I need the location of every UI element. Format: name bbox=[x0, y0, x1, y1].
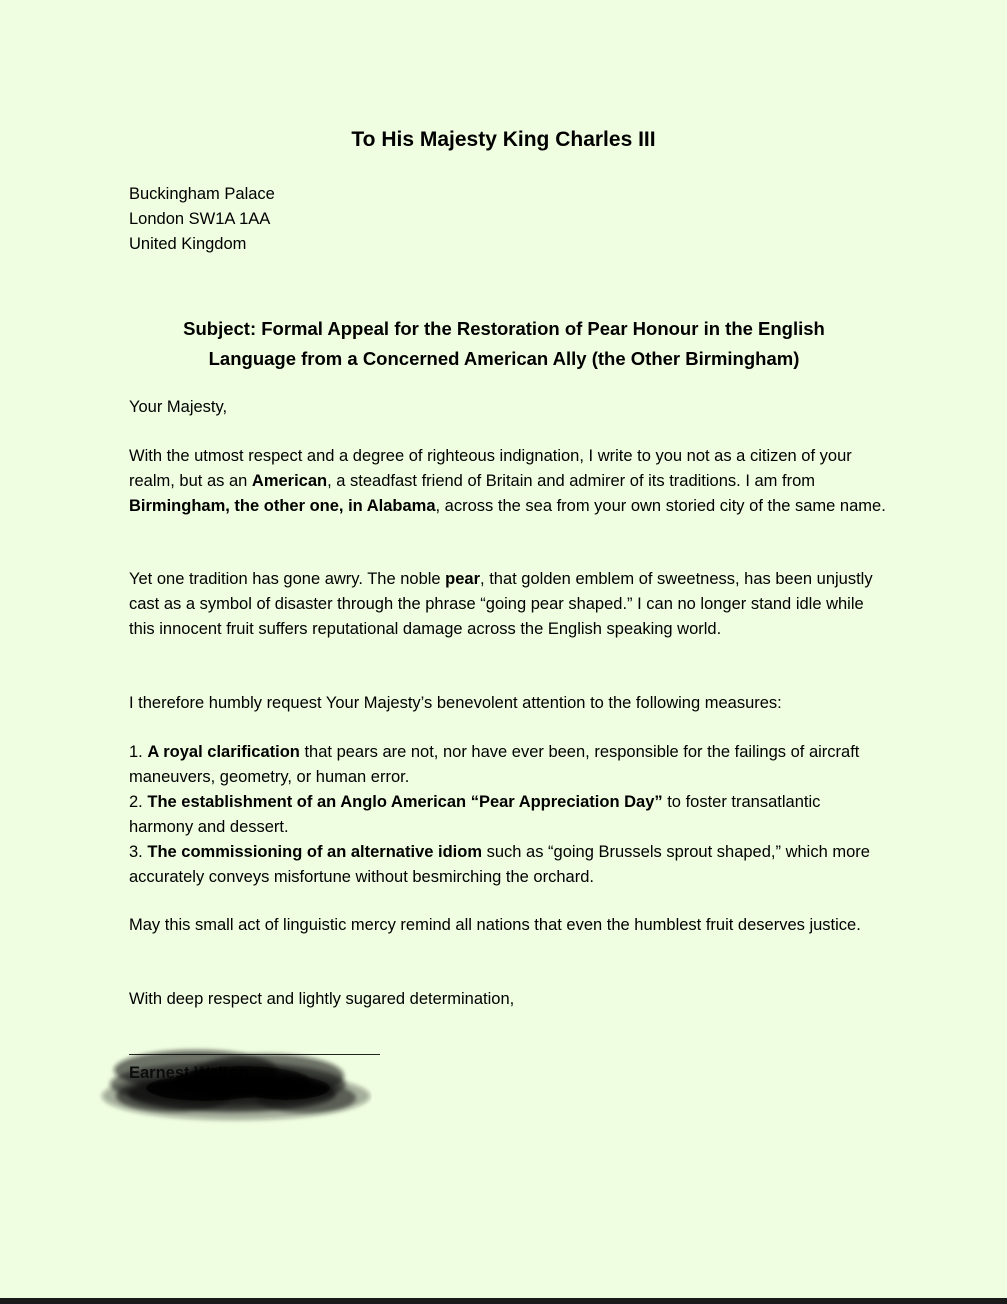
para1-text-1: With the utmost respect and a degree of righteous indignation, I write to you not as a citizen of your realm, but as an bbox=[129, 447, 852, 490]
list-item-text: such as “going Brussels sprout shaped,” which more accurately conveys misfortune without besmirching the orchard. bbox=[129, 843, 870, 886]
paragraph-mercy: May this small act of linguistic mercy remind all nations that even the humblest fruit deserves justice. bbox=[129, 916, 861, 934]
para2-text-2: , that golden emblem of sweetness, has been unjustly cast as a symbol of disaster through the phrase “going pear shaped.” I can no longer stand idle while this innocent fruit suffers reputational damage across the English speaking world. bbox=[129, 570, 873, 638]
list-item-number: 3. bbox=[129, 843, 148, 861]
list-item bbox=[129, 790, 889, 840]
recipient-address bbox=[129, 182, 275, 257]
address-line-1: Buckingham Palace bbox=[129, 185, 275, 203]
closing-line: With deep respect and lightly sugared determination, bbox=[129, 990, 515, 1008]
address-line-3: United Kingdom bbox=[129, 235, 247, 253]
list-item-number: 1. bbox=[129, 743, 148, 761]
list-item-text: that pears are not, nor have ever been, responsible for the failings of aircraft maneuvers, geometry, or human error. bbox=[129, 743, 860, 786]
para1-bold-american: American bbox=[251, 472, 328, 490]
subject-heading bbox=[129, 314, 879, 374]
list-item-bold: The commissioning of an alternative idiom bbox=[147, 843, 482, 861]
para1-text-2: , a steadfast friend of Britain and admirer of its traditions. I am from bbox=[327, 472, 815, 490]
list-item bbox=[129, 840, 889, 890]
list-item-text: to foster transatlantic harmony and dessert. bbox=[129, 793, 821, 836]
para2-bold-pear: pear bbox=[445, 570, 481, 588]
paragraph-pear bbox=[129, 567, 889, 642]
measures-list bbox=[129, 740, 889, 890]
paragraph-intro bbox=[129, 444, 889, 519]
redaction-scribble bbox=[96, 1036, 372, 1126]
list-item bbox=[129, 740, 889, 790]
paragraph-request: I therefore humbly request Your Majesty’s benevolent attention to the following measures: bbox=[129, 694, 782, 712]
letter-title: To His Majesty King Charles III bbox=[351, 128, 656, 151]
para1-text-3: , across the sea from your own storied city of the same name. bbox=[435, 497, 886, 515]
salutation: Your Majesty, bbox=[129, 398, 228, 416]
page-bottom-border bbox=[0, 1298, 1007, 1304]
para2-text-1: Yet one tradition has gone awry. The noble bbox=[129, 570, 446, 588]
address-line-2: London SW1A 1AA bbox=[129, 210, 271, 228]
list-item-bold: A royal clarification bbox=[147, 743, 300, 761]
para1-bold-birmingham: Birmingham, the other one, in Alabama bbox=[129, 497, 436, 515]
subject-line-1: Subject: Formal Appeal for the Restoration of Pear Honour in the English bbox=[183, 318, 825, 339]
list-item-bold: The establishment of an Anglo American “Pear Appreciation Day” bbox=[147, 793, 663, 811]
subject-line-2: Language from a Concerned American Ally (the Other Birmingham) bbox=[208, 348, 800, 369]
list-item-number: 2. bbox=[129, 793, 148, 811]
